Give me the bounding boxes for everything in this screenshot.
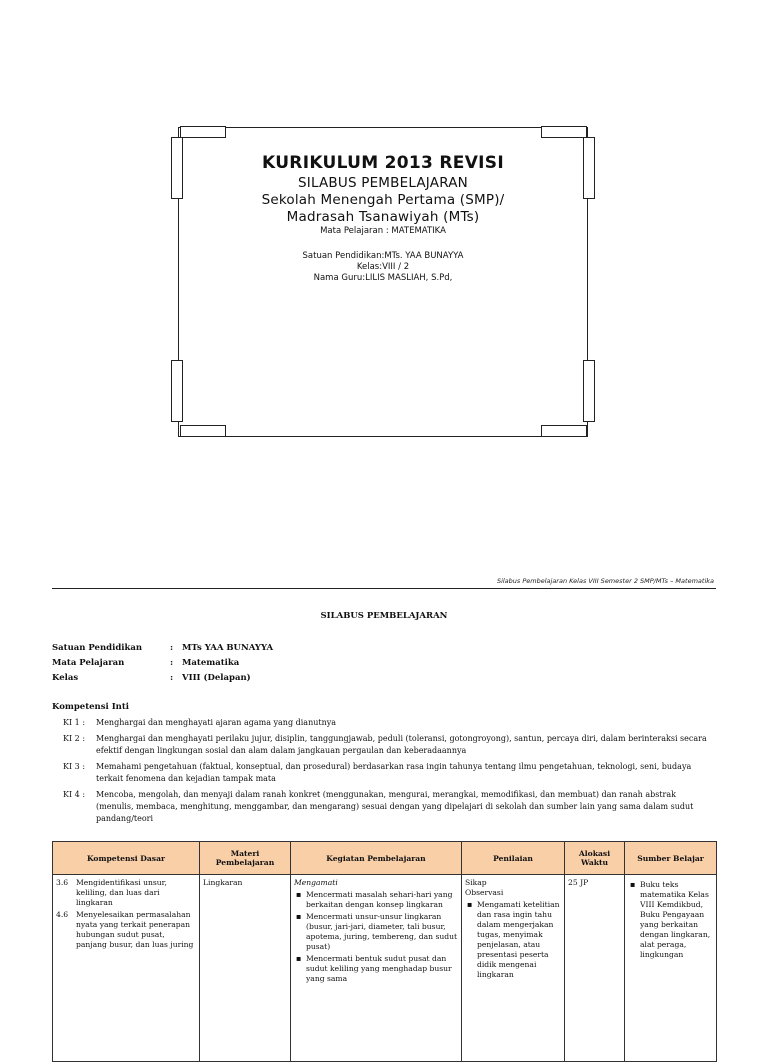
frame-corner-top-left (180, 126, 226, 138)
meta-value: VIII (Delapan) (182, 673, 251, 683)
meta-value: MTs YAA BUNAYYA (182, 643, 274, 653)
header-kompetensi-dasar: Kompetensi Dasar (53, 842, 200, 875)
table-row (53, 875, 717, 1062)
kegiatan-heading: Mengamati (294, 878, 338, 887)
frame-side-right-top (583, 137, 595, 199)
kd-item (56, 910, 196, 950)
syllabus-table (52, 841, 717, 1062)
frame-side-left-top (171, 137, 183, 199)
materi-text: Lingkaran (203, 878, 243, 887)
kd-item (56, 878, 196, 908)
ki-heading: Kompetensi Inti (52, 702, 130, 712)
ki-number: KI 4 : (63, 790, 86, 799)
list-item: ▪ Mencermati masalah sehari-hari yang berkaitan dengan konsep lingkaran (306, 890, 458, 910)
header-kegiatan: Kegiatan Pembelajaran (291, 842, 462, 875)
kegiatan-list (294, 890, 458, 984)
meta-label: Satuan Pendidikan (52, 643, 143, 653)
cover-school: Satuan Pendidikan:MTs. YAA BUNAYYA (302, 251, 464, 261)
meta-colon: : (170, 673, 174, 683)
cell-alokasi-waktu (565, 875, 625, 1062)
cell-kegiatan (291, 875, 462, 1062)
table-header-row (53, 842, 717, 875)
kd-text: Mengidentifikasi unsur, keliling, dan luas dari lingkaran (76, 878, 167, 907)
cover-line-smp: Sekolah Menengah Pertama (SMP)/ (261, 192, 505, 208)
cover-line-mts: Madrasah Tsanawiyah (MTs) (286, 209, 480, 225)
meta-label: Mata Pelajaran (52, 658, 125, 668)
cell-kompetensi-dasar (53, 875, 200, 1062)
ki-item-2 (63, 733, 713, 757)
ki-number: KI 3 : (63, 762, 86, 771)
meta-label: Kelas (52, 673, 79, 683)
header-rule (52, 588, 716, 589)
frame-corner-top-right (541, 126, 587, 138)
list-item: ▪ Mencermati unsur-unsur lingkaran (busur, jari-jari, diameter, tali busur, apotema, juring, tembereng, dan sudut pusat) (306, 912, 458, 952)
list-item: ▪ Mencermati bentuk sudut pusat dan sudut keliling yang menghadap busur yang sama (306, 954, 458, 984)
ki-text: Memahami pengetahuan (faktual, konseptual, dan prosedural) berdasarkan rasa ingin tahunya tentang ilmu pengetahuan, teknologi, seni, budaya terkait fenomena dan kejadian tampak mata (96, 762, 692, 783)
frame-corner-bottom-left (180, 425, 226, 437)
meta-value: Matematika (182, 658, 240, 668)
meta-colon: : (170, 643, 174, 653)
cell-materi (200, 875, 291, 1062)
sumber-list (628, 880, 713, 960)
ki-item-1 (63, 717, 713, 729)
cell-sumber-belajar (625, 875, 717, 1062)
cell-penilaian (462, 875, 565, 1062)
frame-corner-bottom-right (541, 425, 587, 437)
kd-number: 3.6 (56, 878, 69, 887)
ki-number: KI 1 : (63, 718, 86, 727)
kd-text: Menyelesaikan permasalahan nyata yang terkait penerapan hubungan sudut pusat, panjang busur, dan luas juring (76, 910, 194, 949)
ki-number: KI 2 : (63, 734, 86, 743)
header-alokasi-waktu: Alokasi Waktu (565, 842, 625, 875)
ki-text: Menghargai dan menghayati perilaku jujur, disiplin, tanggungjawab, peduli (toleransi, gotongroyong), santun, percaya diri, dalam berinteraksi secara efektif dengan lingkungan sosial dan alam dalam jangkauan pergaulan dan keberadaannya (96, 734, 707, 755)
cover-class: Kelas:VIII / 2 (356, 262, 410, 272)
penilaian-sikap: Sikap (465, 878, 487, 887)
cover-frame (178, 127, 588, 437)
ki-text: Mencoba, mengolah, dan menyaji dalam ranah konkret (menggunakan, mengurai, merangkai, memodifikasi, dan membuat) dan ranah abstrak (menulis, membaca, menghitung, menggambar, dan mengarang) sesuai dengan yang dipelajari di sekolah dan sumber lain yang sama dalam sudut pandang/teori (96, 790, 694, 823)
frame-side-left-bottom (171, 360, 183, 422)
running-header: Silabus Pembelajaran Kelas VIII Semester 2 SMP/MTs – Matematika (496, 577, 714, 585)
header-sumber-belajar: Sumber Belajar (625, 842, 717, 875)
ki-text: Menghargai dan menghayati ajaran agama yang dianutnya (96, 718, 337, 727)
alokasi-text: 25 JP (568, 878, 589, 887)
list-item: ▪ Buku teks matematika Kelas VIII Kemdikbud, Buku Pengayaan yang berkaitan dengan lingkaran, alat peraga, lingkungan (640, 880, 713, 960)
frame-side-right-bottom (583, 360, 595, 422)
cover-line-silabus: SILABUS PEMBELAJARAN (298, 175, 468, 191)
kd-number: 4.6 (56, 910, 69, 919)
penilaian-list (465, 900, 561, 980)
cover-subject: Mata Pelajaran : MATEMATIKA (320, 226, 446, 236)
header-materi: Materi Pembelajaran (200, 842, 291, 875)
penilaian-observasi: Observasi (465, 888, 504, 897)
cover-teacher: Nama Guru:LILIS MASLIAH, S.Pd, (313, 273, 453, 283)
meta-colon: : (170, 658, 174, 668)
ki-item-3 (63, 761, 713, 785)
document-title: SILABUS PEMBELAJARAN (320, 611, 448, 621)
list-item: ▪ Mengamati ketelitian dan rasa ingin tahu dalam mengerjakan tugas, menyimak penjelasan, atau presentasi peserta didik mengenai lingkaran (477, 900, 561, 980)
cover-title: KURIKULUM 2013 REVISI (262, 153, 504, 173)
header-penilaian: Penilaian (462, 842, 565, 875)
ki-item-4 (63, 789, 713, 825)
